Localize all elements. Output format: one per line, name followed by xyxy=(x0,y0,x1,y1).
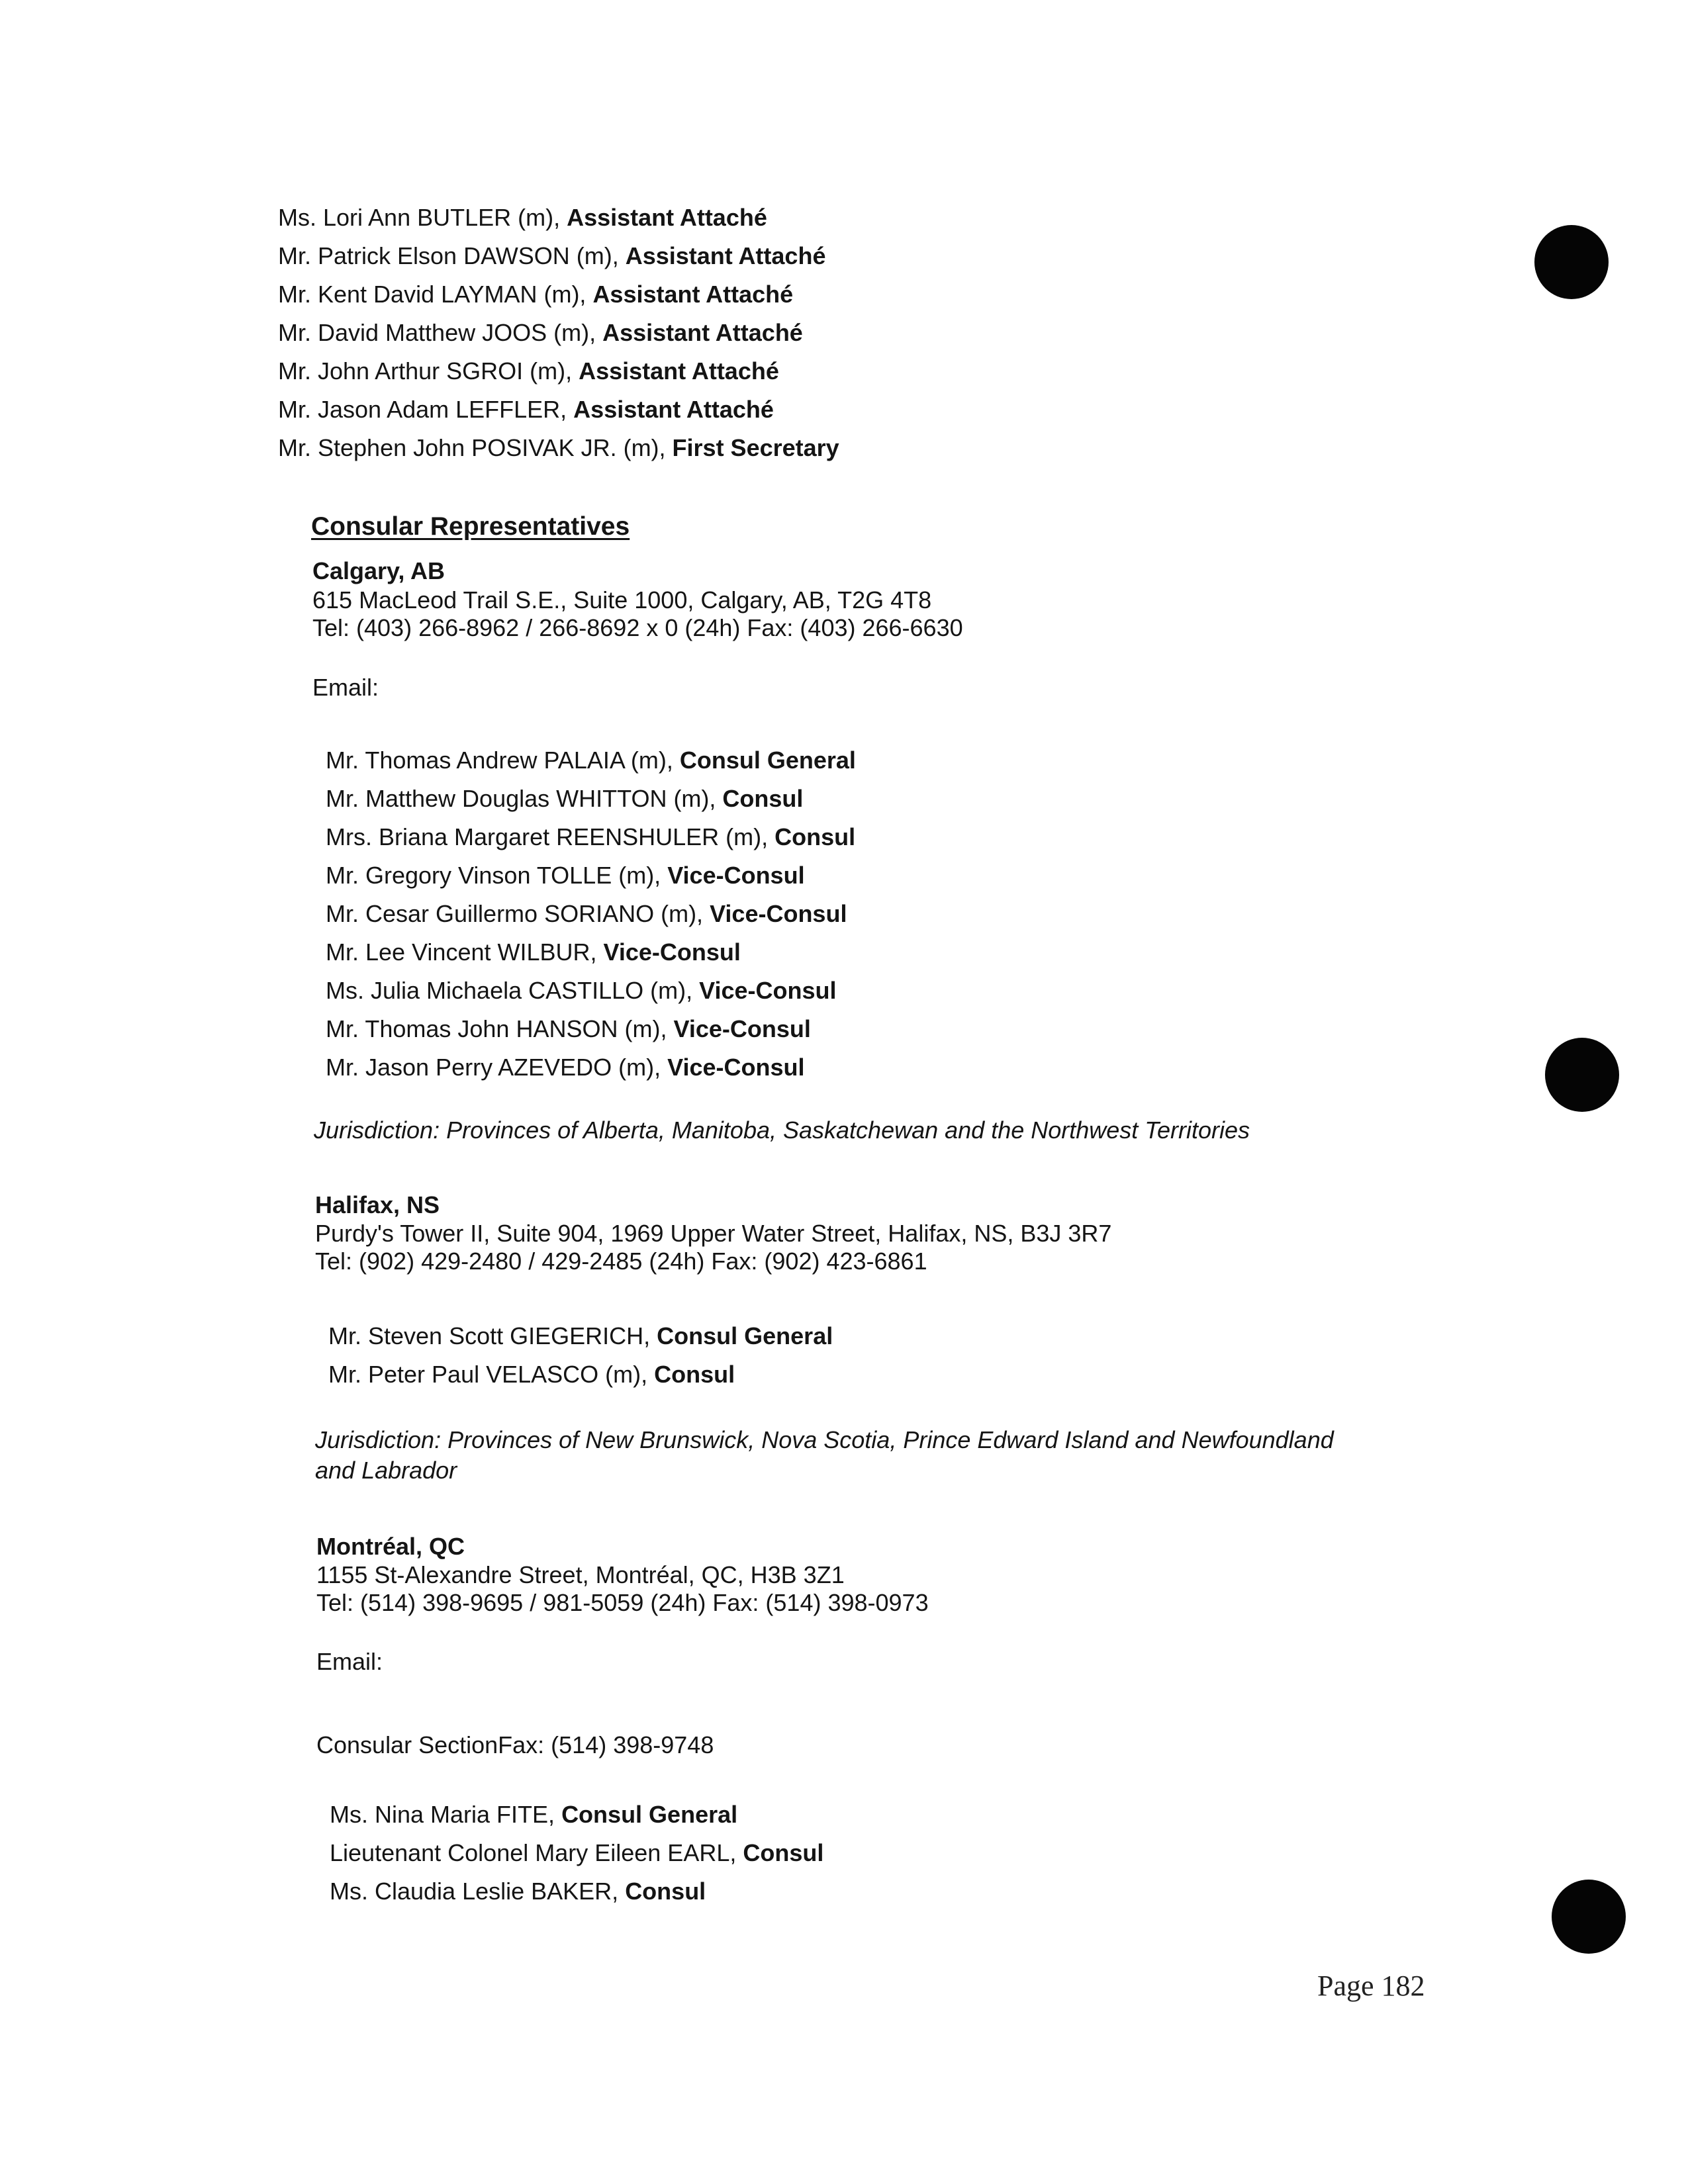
office-title-halifax: Halifax, NS xyxy=(315,1191,440,1218)
jurisdiction-calgary: Jurisdiction: Provinces of Alberta, Manitoba, Saskatchewan and the Northwest Territories xyxy=(314,1116,1250,1144)
staff-name: Mr. Lee Vincent WILBUR, xyxy=(326,938,604,966)
staff-role: Assistant Attaché xyxy=(573,396,774,423)
staff-role: Consul General xyxy=(561,1801,738,1828)
staff-entry xyxy=(328,1317,833,1355)
staff-role: Consul General xyxy=(657,1322,833,1349)
staff-role: Consul xyxy=(625,1878,706,1905)
page-number: Page 182 xyxy=(1317,1970,1425,2002)
staff-role: Vice-Consul xyxy=(673,1015,811,1042)
staff-role: Consul General xyxy=(679,747,856,774)
staff-name: Mrs. Briana Margaret REENSHULER (m), xyxy=(326,823,775,850)
staff-entry xyxy=(328,1355,833,1394)
consular-section-fax: Consular SectionFax: (514) 398-9748 xyxy=(316,1731,714,1758)
staff-role: Vice-Consul xyxy=(603,938,741,966)
staff-entry xyxy=(326,856,856,895)
staff-entry xyxy=(278,237,839,275)
staff-name: Mr. Peter Paul VELASCO (m), xyxy=(328,1361,655,1388)
staff-role: Vice-Consul xyxy=(699,977,837,1004)
staff-role: Vice-Consul xyxy=(667,1054,805,1081)
staff-entry xyxy=(330,1872,823,1911)
email-label: Email: xyxy=(316,1648,383,1675)
staff-entry xyxy=(278,429,839,467)
staff-name: Mr. Jason Adam LEFFLER, xyxy=(278,396,574,423)
staff-role: Assistant Attaché xyxy=(602,319,803,346)
staff-role: Consul xyxy=(654,1361,735,1388)
telephone-line: Tel: (514) 398-9695 / 981-5059 (24h) Fax: (514) 398-0973 xyxy=(316,1589,929,1616)
staff-role: First Secretary xyxy=(672,434,839,461)
halifax-staff-list xyxy=(328,1317,833,1394)
section-heading: Consular Representatives xyxy=(311,512,630,541)
staff-name: Ms. Lori Ann BUTLER (m), xyxy=(278,204,567,231)
telephone-line: Tel: (902) 429-2480 / 429-2485 (24h) Fax: (902) 423-6861 xyxy=(315,1248,927,1275)
staff-entry xyxy=(326,1010,856,1048)
staff-name: Mr. Thomas John HANSON (m), xyxy=(326,1015,674,1042)
staff-name: Mr. Gregory Vinson TOLLE (m), xyxy=(326,862,668,889)
punch-hole-top xyxy=(1534,225,1609,299)
staff-name: Mr. John Arthur SGROI (m), xyxy=(278,357,579,385)
staff-name: Mr. Matthew Douglas WHITTON (m), xyxy=(326,785,723,812)
staff-entry xyxy=(278,199,839,237)
staff-entry xyxy=(330,1834,823,1872)
staff-entry xyxy=(278,352,839,390)
office-address-montreal xyxy=(316,1561,929,1617)
staff-role: Assistant Attaché xyxy=(625,242,826,269)
staff-entry xyxy=(326,780,856,818)
office-title-calgary: Calgary, AB xyxy=(312,557,445,584)
staff-name: Mr. Patrick Elson DAWSON (m), xyxy=(278,242,626,269)
staff-entry xyxy=(326,1048,856,1087)
calgary-staff-list xyxy=(326,741,856,1087)
office-address-calgary xyxy=(312,586,963,642)
staff-role: Assistant Attaché xyxy=(579,357,779,385)
staff-role: Assistant Attaché xyxy=(592,281,794,308)
staff-name: Mr. Kent David LAYMAN (m), xyxy=(278,281,593,308)
address-line: 1155 St-Alexandre Street, Montréal, QC, H3B 3Z1 xyxy=(316,1561,845,1588)
office-title-montreal: Montréal, QC xyxy=(316,1533,465,1560)
staff-role: Assistant Attaché xyxy=(567,204,767,231)
telephone-line: Tel: (403) 266-8962 / 266-8692 x 0 (24h) Fax: (403) 266-6630 xyxy=(312,614,963,641)
staff-role: Consul xyxy=(774,823,856,850)
staff-role: Vice-Consul xyxy=(710,900,847,927)
staff-role: Vice-Consul xyxy=(667,862,805,889)
staff-role: Consul xyxy=(722,785,804,812)
staff-name: Mr. Steven Scott GIEGERICH, xyxy=(328,1322,657,1349)
staff-entry xyxy=(326,933,856,972)
staff-name: Mr. Cesar Guillermo SORIANO (m), xyxy=(326,900,710,927)
email-label: Email: xyxy=(312,674,379,701)
address-line: 615 MacLeod Trail S.E., Suite 1000, Calgary, AB, T2G 4T8 xyxy=(312,586,932,614)
staff-name: Ms. Nina Maria FITE, xyxy=(330,1801,562,1828)
staff-name: Ms. Claudia Leslie BAKER, xyxy=(330,1878,626,1905)
jurisdiction-halifax: Jurisdiction: Provinces of New Brunswick, Nova Scotia, Prince Edward Island and Newfoundland and Labrador xyxy=(315,1426,1334,1484)
staff-name: Mr. Jason Perry AZEVEDO (m), xyxy=(326,1054,668,1081)
staff-name: Mr. Thomas Andrew PALAIA (m), xyxy=(326,747,680,774)
address-line: Purdy's Tower II, Suite 904, 1969 Upper Water Street, Halifax, NS, B3J 3R7 xyxy=(315,1220,1112,1247)
top-staff-list xyxy=(278,199,839,467)
staff-entry xyxy=(278,390,839,429)
staff-entry xyxy=(278,275,839,314)
staff-entry xyxy=(326,895,856,933)
staff-role: Consul xyxy=(743,1839,824,1866)
staff-entry xyxy=(326,818,856,856)
staff-entry xyxy=(326,972,856,1010)
staff-entry xyxy=(278,314,839,352)
punch-hole-bottom xyxy=(1552,1880,1626,1954)
staff-entry xyxy=(326,741,856,780)
staff-name: Mr. David Matthew JOOS (m), xyxy=(278,319,603,346)
staff-name: Ms. Julia Michaela CASTILLO (m), xyxy=(326,977,700,1004)
punch-hole-middle xyxy=(1545,1038,1619,1112)
staff-name: Mr. Stephen John POSIVAK JR. (m), xyxy=(278,434,673,461)
montreal-staff-list xyxy=(330,1796,823,1911)
staff-entry xyxy=(330,1796,823,1834)
office-address-halifax xyxy=(315,1220,1111,1275)
staff-name: Lieutenant Colonel Mary Eileen EARL, xyxy=(330,1839,743,1866)
